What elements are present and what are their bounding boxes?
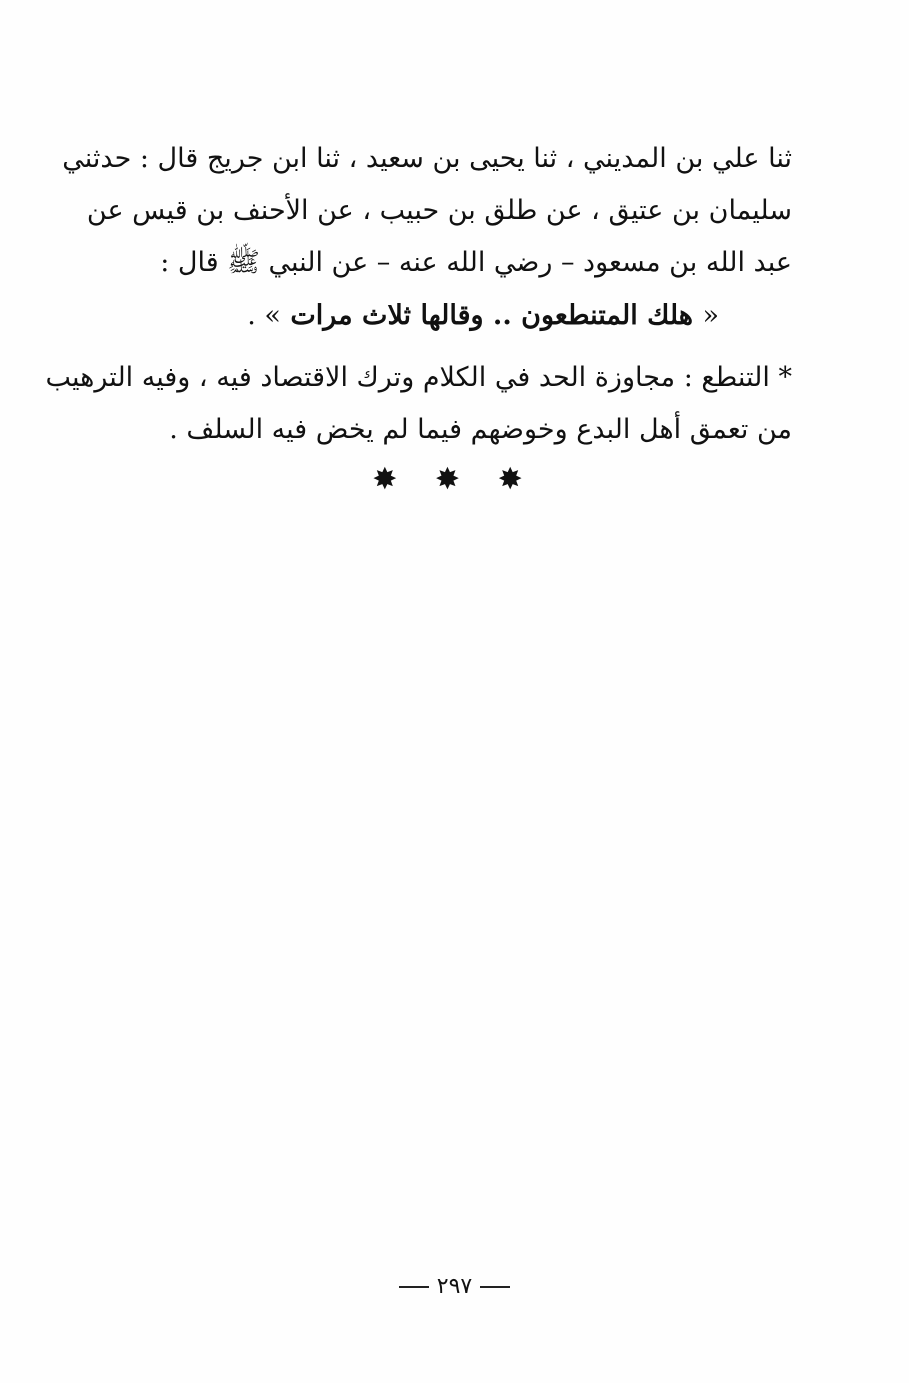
isnad-line-2: سليمان بن عتيق ، عن طلق بن حبيب ، عن الأحنف بن قيس عن xyxy=(86,195,792,226)
isnad-line-3: عبد الله بن مسعود – رضي الله عنه – عن النبي ﷺ قال : xyxy=(160,247,792,278)
hadith-body: هلك المتنطعون .. وقالها ثلاث مرات xyxy=(290,300,694,331)
note-line-2: من تعمق أهل البدع وخوضهم فيما لم يخض فيه السلف . xyxy=(169,414,792,445)
section-separator-stars-icon: ✸ ✸ ✸ xyxy=(372,462,537,497)
explanatory-note xyxy=(45,352,792,456)
isnad-paragraph xyxy=(62,133,792,289)
hadith-close-quote: » . xyxy=(247,300,281,331)
footer-dash-right xyxy=(480,1286,510,1288)
page-number: ٢٩٧ xyxy=(436,1274,473,1299)
footer-dash-left xyxy=(399,1286,429,1288)
page-number-footer xyxy=(0,1274,909,1299)
hadith-open-quote: « xyxy=(702,300,719,331)
note-line-1: * التنطع : مجاوزة الحد في الكلام وترك الاقتصاد فيه ، وفيه الترهيب xyxy=(45,362,792,393)
isnad-line-1: ثنا علي بن المديني ، ثنا يحيى بن سعيد ، ثنا ابن جريج قال : حدثني xyxy=(62,143,792,174)
hadith-text xyxy=(247,290,719,342)
